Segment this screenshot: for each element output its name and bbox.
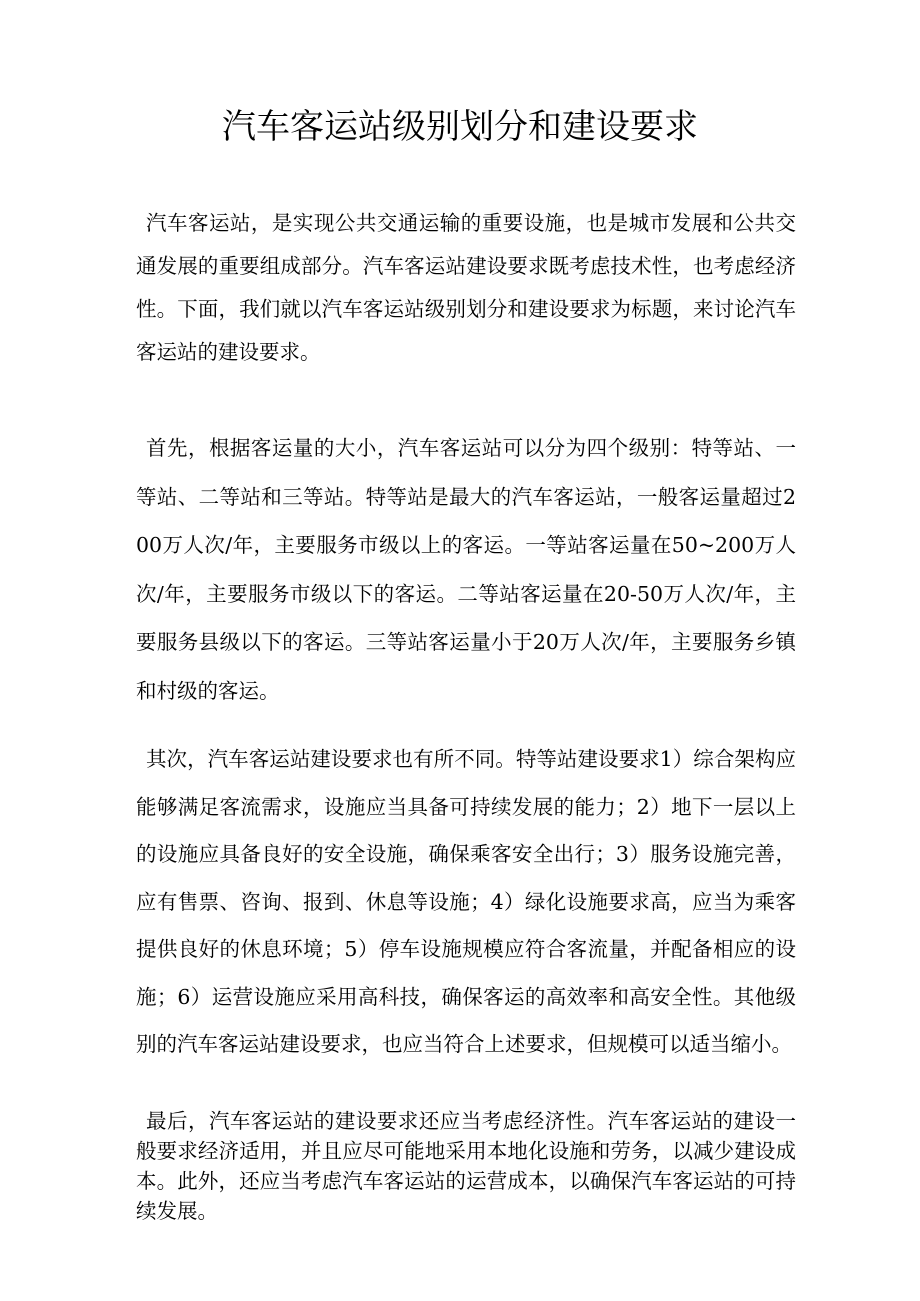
paragraph-requirements: 其次，汽车客运站建设要求也有所不同。特等站建设要求1）综合架构应能够满足客流需求，设施应当具备可持续发展的能力；2）地下一层以上的设施应具备良好的安全设施，确保乘客安全出行；3）服务设施完善，应有售票、咨询、报到、休息等设施；4）绿化设施要求高，应当为乘客提供良好的休息环境；5）停车设施规模应符合客流量，并配备相应的设施；6）运营设施应采用高科技，确保客运的高效率和高安全性。其他级别的汽车客运站建设要求，也应当符合上述要求，但规模可以适当缩小。 — [136, 747, 796, 1056]
paragraph-intro: 汽车客运站，是实现公共交通运输的重要设施，也是城市发展和公共交通发展的重要组成部分。汽车客运站建设要求既考虑技术性，也考虑经济性。下面，我们就以汽车客运站级别划分和建设要求为标题，来讨论汽车客运站的建设要求。 — [136, 211, 796, 364]
paragraph-levels: 首先，根据客运量的大小，汽车客运站可以分为四个级别：特等站、一等站、二等站和三等站。特等站是最大的汽车客运站，一般客运量超过200万人次/年，主要服务市级以上的客运。一等站客运量在50~200万人次/年，主要服务市级以下的客运。二等站客运量在20-50万人次/年，主要服务县级以下的客运。三等站客运量小于20万人次/年，主要服务乡镇和村级的客运。 — [136, 436, 796, 703]
paragraph-economy: 最后，汽车客运站的建设要求还应当考虑经济性。汽车客运站的建设一般要求经济适用，并且应尽可能地采用本地化设施和劳务，以减少建设成本。此外，还应当考虑汽车客运站的运营成本，以确保汽车客运站的可持续发展。 — [136, 1109, 796, 1223]
document-title: 汽车客运站级别划分和建设要求 — [222, 107, 698, 147]
